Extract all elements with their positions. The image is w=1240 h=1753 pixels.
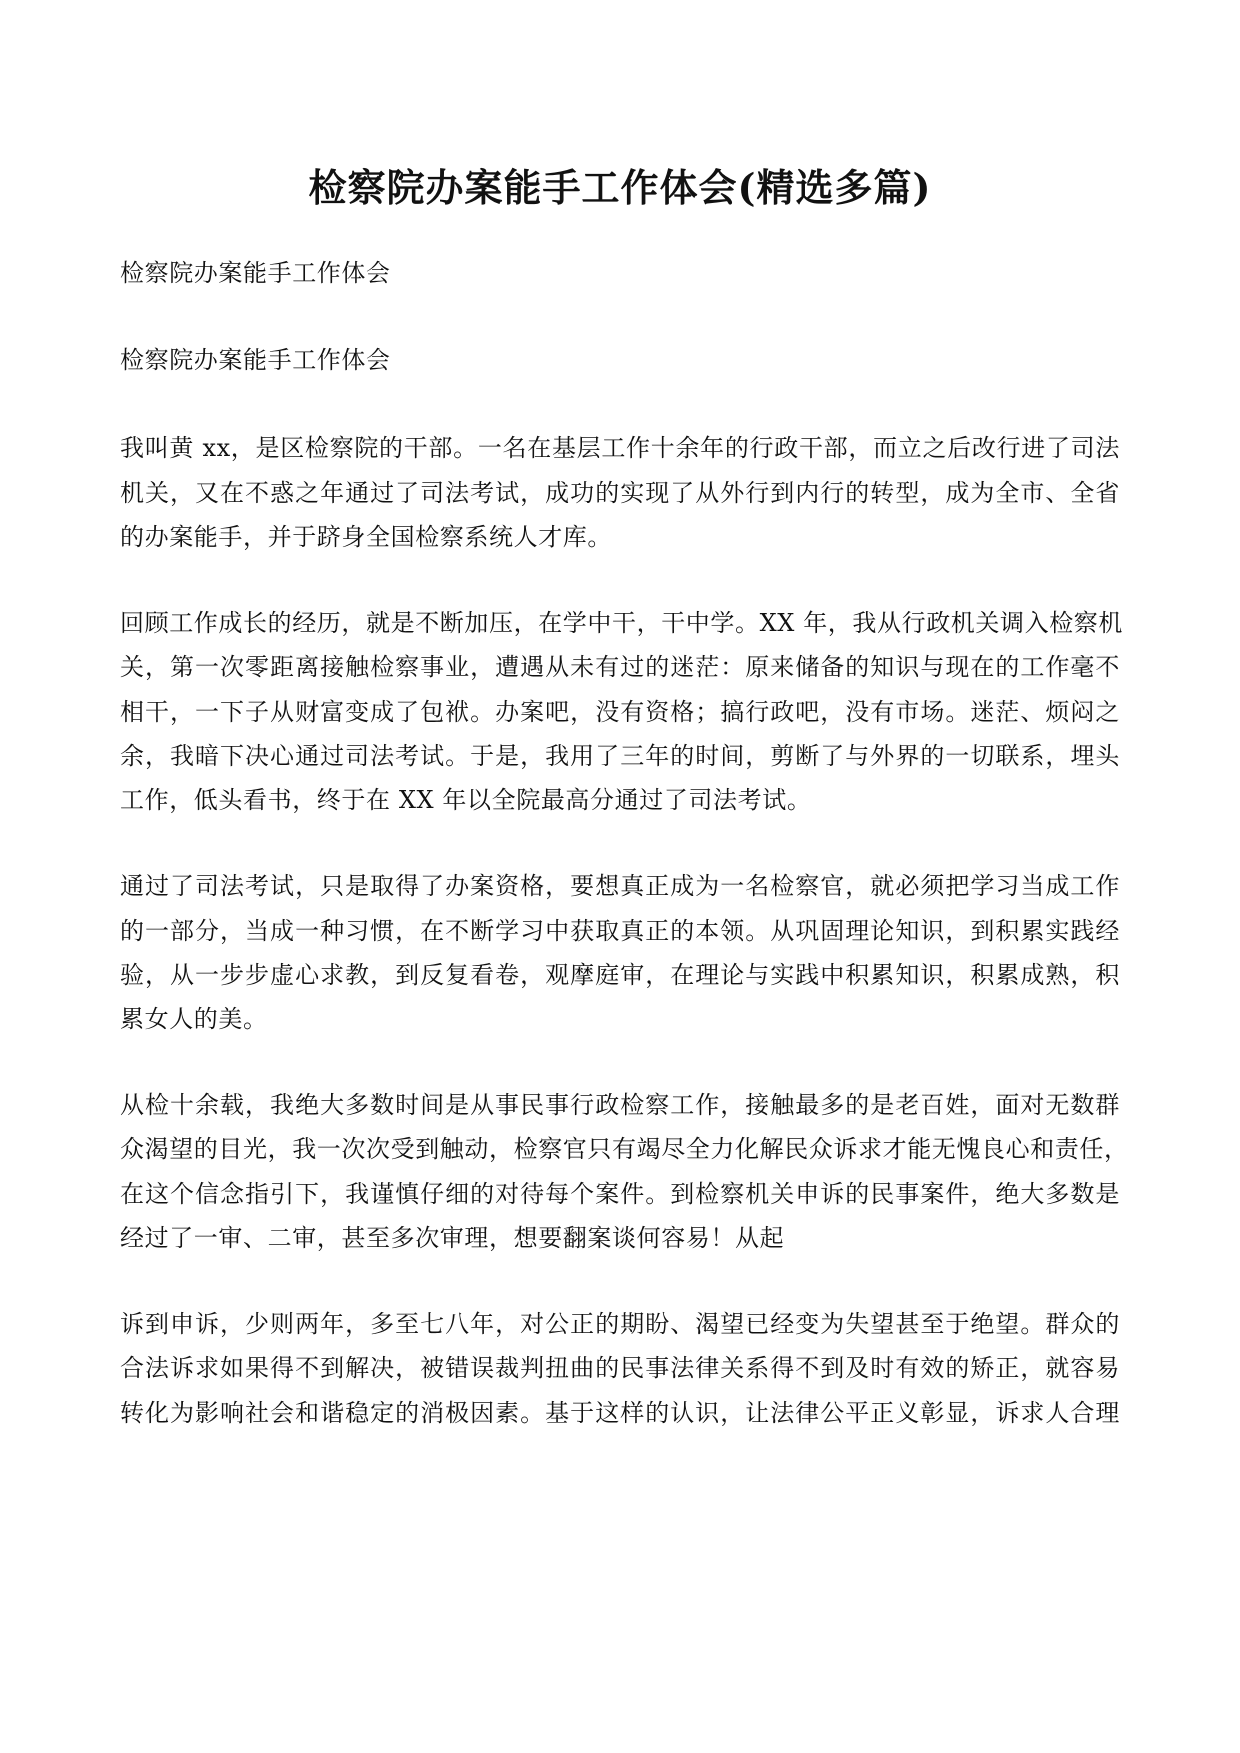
text-line: 的一部分，当成一种习惯，在不断学习中获取真正的本领。从巩固理论知识，到积累实践经 (120, 917, 1120, 945)
text-line: 转化为影响社会和谐稳定的消极因素。基于这样的认识，让法律公平正义彰显，诉求人合理 (120, 1399, 1120, 1427)
text-line: 的办案能手，并于跻身全国检察系统人才库。 (120, 523, 612, 551)
text-line: 工作，低头看书，终于在 XX 年以全院最高分通过了司法考试。 (120, 786, 812, 814)
text-line: 通过了司法考试，只是取得了办案资格，要想真正成为一名检察官，就必须把学习当成工作 (120, 872, 1120, 900)
text-line: 诉到申诉，少则两年，多至七八年，对公正的期盼、渴望已经变为失望甚至于绝望。群众的 (120, 1310, 1120, 1338)
text-line: 验，从一步步虚心求教，到反复看卷，观摩庭审，在理论与实践中积累知识，积累成熟，积 (120, 961, 1120, 989)
text-line: 累女人的美。 (120, 1005, 268, 1033)
document-title: 检察院办案能手工作体会(精选多篇) (308, 165, 932, 210)
section-heading: 检察院办案能手工作体会 (120, 346, 391, 374)
text-line: 合法诉求如果得不到解决，被错误裁判扭曲的民事法律关系得不到及时有效的矫正，就容易 (120, 1354, 1120, 1382)
text-line: 众渴望的目光，我一次次受到触动，检察官只有竭尽全力化解民众诉求才能无愧良心和责任， (120, 1135, 1129, 1163)
text-line: 在这个信念指引下，我谨慎仔细的对待每个案件。到检察机关申诉的民事案件，绝大多数是 (120, 1180, 1120, 1208)
text-line: 余，我暗下决心通过司法考试。于是，我用了三年的时间，剪断了与外界的一切联系，埋头 (120, 742, 1120, 770)
text-line: 回顾工作成长的经历，就是不断加压，在学中干，干中学。XX 年，我从行政机关调入检察机 (120, 609, 1123, 637)
text-line: 我叫黄 xx，是区检察院的干部。一名在基层工作十余年的行政干部，而立之后改行进了司法 (120, 434, 1120, 462)
text-line: 经过了一审、二审，甚至多次审理，想要翻案谈何容易！从起 (120, 1224, 785, 1252)
text-line: 相干，一下子从财富变成了包袱。办案吧，没有资格；搞行政吧，没有市场。迷茫、烦闷之 (120, 698, 1120, 726)
text-line: 关，第一次零距离接触检察事业，遭遇从未有过的迷茫：原来储备的知识与现在的工作毫不 (120, 653, 1120, 681)
section-heading: 检察院办案能手工作体会 (120, 259, 391, 287)
text-line: 从检十余载，我绝大多数时间是从事民事行政检察工作，接触最多的是老百姓，面对无数群 (120, 1091, 1120, 1119)
text-line: 机关，又在不惑之年通过了司法考试，成功的实现了从外行到内行的转型，成为全市、全省 (120, 479, 1120, 507)
